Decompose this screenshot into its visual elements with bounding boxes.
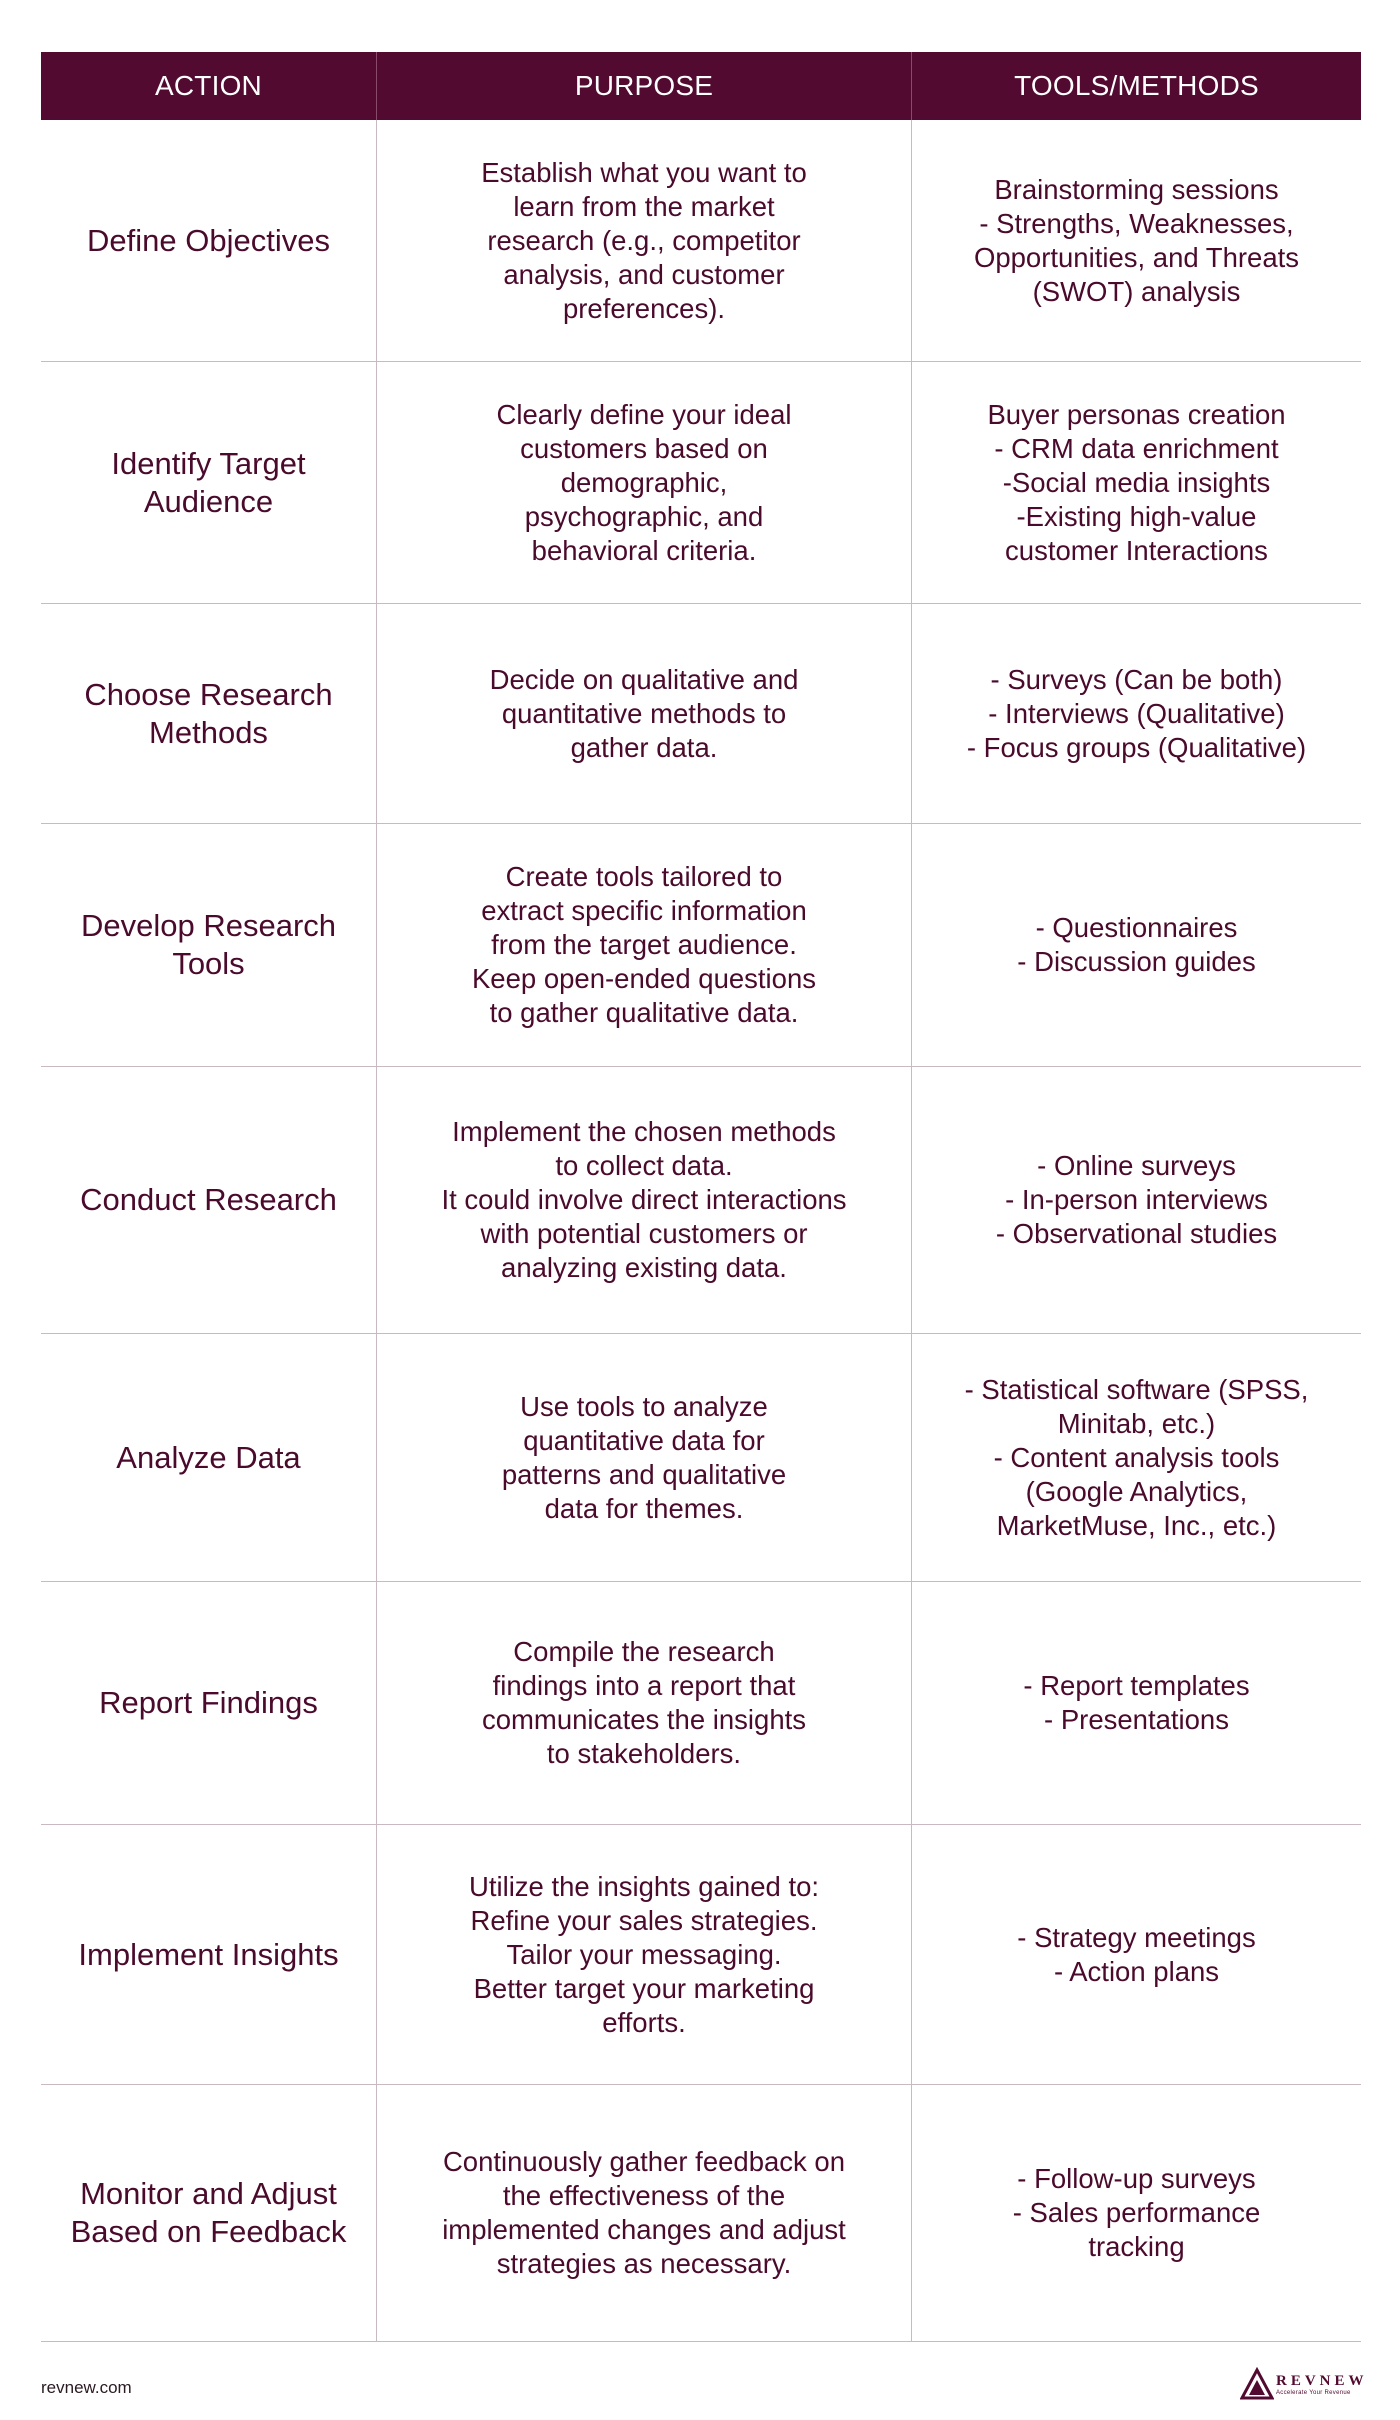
header-purpose: PURPOSE [376, 52, 911, 120]
table-header-row [41, 52, 1361, 120]
header-tools: TOOLS/METHODS [911, 52, 1361, 120]
row-action: Identify Target Audience [111, 445, 306, 519]
row-purpose: Compile the research findings into a report that communicates the insights to stakeholders. [376, 1582, 911, 1824]
row-tools: - Surveys (Can be both) - Interviews (Qualitative) - Focus groups (Qualitative) [911, 604, 1361, 823]
row-tools: - Report templates - Presentations [911, 1582, 1361, 1824]
row-tools: Brainstorming sessions - Strengths, Weaknesses, Opportunities, and Threats (SWOT) analysis [911, 120, 1361, 361]
row-purpose: Establish what you want to learn from the market research (e.g., competitor analysis, and customer preferences). [376, 120, 911, 361]
logo-name: REVNEW [1276, 2372, 1368, 2389]
table-row [41, 120, 1361, 362]
row-tools: - Questionnaires - Discussion guides [911, 824, 1361, 1066]
table-row [41, 604, 1361, 824]
table-row [41, 362, 1361, 604]
row-action: Choose Research Methods [84, 676, 333, 750]
table-row [41, 2085, 1361, 2342]
row-purpose: Decide on qualitative and quantitative methods to gather data. [376, 604, 911, 823]
row-purpose: Use tools to analyze quantitative data for patterns and qualitative data for themes. [376, 1334, 911, 1581]
table-row [41, 1067, 1361, 1334]
row-tools: - Strategy meetings - Action plans [911, 1825, 1361, 2084]
row-tools: Buyer personas creation - CRM data enrichment -Social media insights -Existing high-value customer Interactions [911, 362, 1361, 603]
table-row [41, 824, 1361, 1067]
header-action: ACTION [155, 70, 262, 101]
row-action: Report Findings [99, 1685, 318, 1720]
row-purpose: Continuously gather feedback on the effectiveness of the implemented changes and adjust strategies as necessary. [376, 2085, 911, 2341]
row-action: Implement Insights [78, 1936, 339, 1972]
table-row [41, 1582, 1361, 1825]
row-purpose: Implement the chosen methods to collect data. It could involve direct interactions with potential customers or analyzing existing data. [376, 1067, 911, 1333]
row-purpose: Create tools tailored to extract specific information from the target audience. Keep open-ended questions to gather qualitative data. [376, 824, 911, 1066]
row-action: Conduct Research [80, 1182, 337, 1217]
market-research-table [41, 52, 1361, 2342]
row-action: Analyze Data [116, 1439, 301, 1475]
row-purpose: Clearly define your ideal customers based on demographic, psychographic, and behavioral criteria. [376, 362, 911, 603]
row-action: Monitor and Adjust Based on Feedback [70, 2176, 347, 2249]
table-row [41, 1334, 1361, 1582]
revnew-logo [1240, 2367, 1368, 2401]
row-action: Develop Research Tools [80, 908, 337, 981]
logo-tagline: Accelerate Your Revenue [1276, 2389, 1351, 2396]
revnew-logo-icon [1240, 2367, 1274, 2401]
row-purpose: Utilize the insights gained to: Refine your sales strategies. Tailor your messaging. Better target your marketing efforts. [376, 1825, 911, 2084]
row-tools: - Follow-up surveys - Sales performance tracking [911, 2085, 1361, 2341]
footer-url: revnew.com [41, 2378, 132, 2397]
row-tools: - Online surveys - In-person interviews - Observational studies [911, 1067, 1361, 1333]
row-action: Define Objectives [87, 222, 330, 258]
table-row [41, 1825, 1361, 2085]
row-tools: - Statistical software (SPSS, Minitab, etc.) - Content analysis tools (Google Analytics, MarketMuse, Inc., etc.) [911, 1334, 1361, 1581]
